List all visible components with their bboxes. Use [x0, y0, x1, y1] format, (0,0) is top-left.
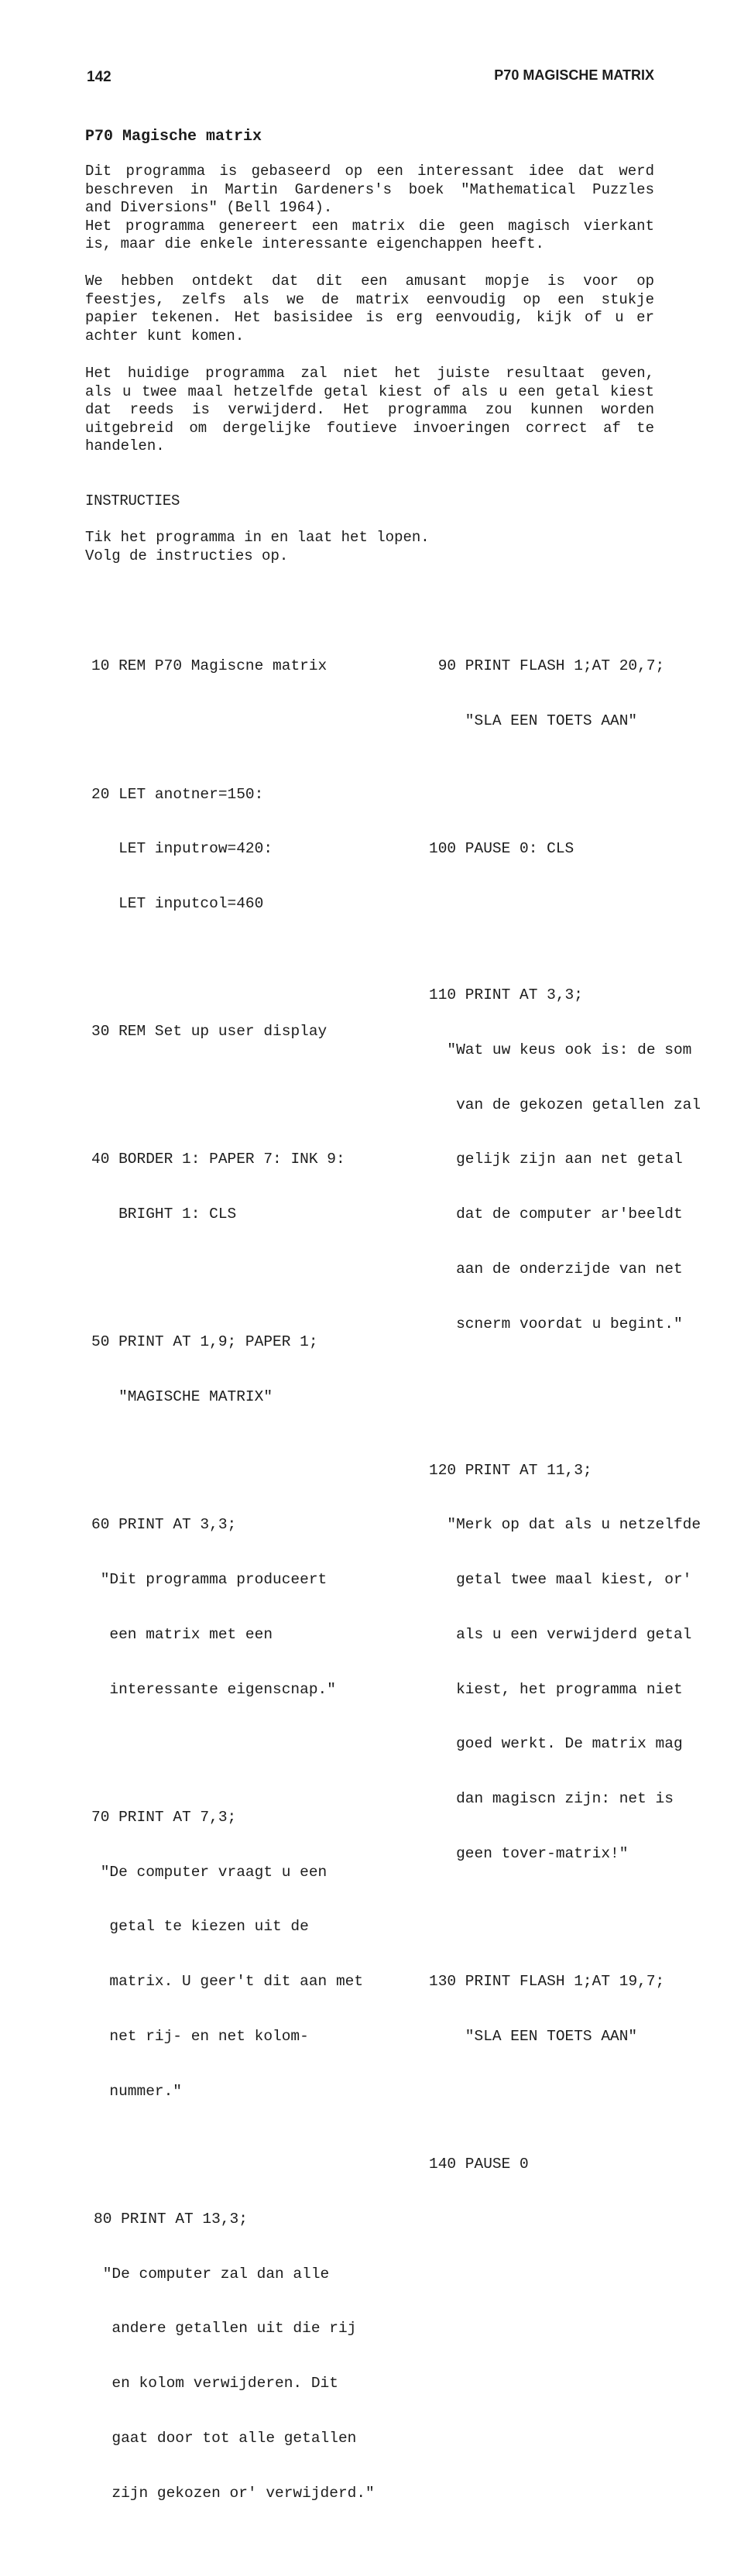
paragraph-intro [85, 163, 654, 254]
text-line: als u twee maal hetzelfde getal kiest of als u een getal kiest [85, 382, 654, 400]
program-statement-40 [91, 1114, 375, 1261]
code-line: "MAGISCHE MATRIX" [118, 1388, 273, 1406]
code-line: "SLA EEN TOETS AAN" [465, 2027, 638, 2045]
code-line: gelijk zijn aan net getal [456, 1151, 683, 1168]
program-listing-left-column [91, 585, 375, 2576]
program-statement-80 [94, 2174, 375, 2540]
text-line: uitgebreid om dergelijke foutieve invoeringen correct af te [85, 419, 654, 437]
code-line: geen tover-matrix!" [456, 1844, 629, 1862]
program-statement-130 [429, 1936, 701, 2083]
text-line: Het programma genereert een matrix die geen magisch vierkant [85, 217, 654, 235]
code-line: 40 BORDER 1: PAPER 7: INK 9: [91, 1151, 345, 1168]
code-line: BRIGHT 1: CLS [118, 1206, 237, 1223]
program-statement-60 [91, 1480, 375, 1735]
text-line: We hebben ontdekt dat dit een amusant mopje is voor op [85, 273, 654, 290]
program-statement-10 [91, 621, 375, 712]
program-statement-30 [91, 986, 375, 1078]
program-statement-100 [429, 804, 701, 895]
code-line: 80 PRINT AT 13,3; [94, 2210, 248, 2228]
program-listing-right-column [429, 585, 701, 2247]
text-line: Volg de instructies op. [85, 547, 289, 564]
text-line: is, maar die enkele interessante eigenchappen heeft. [85, 235, 544, 253]
code-line: nummer." [109, 2082, 183, 2100]
text-line: and Diversions" (Bell 1964). [85, 199, 333, 217]
program-statement-50 [91, 1297, 375, 1443]
text-line: handelen. [85, 437, 165, 455]
code-line: 130 PRINT FLASH 1;AT 19,7; [429, 1973, 665, 1991]
paragraph-limitations [85, 365, 654, 456]
program-statement-120 [429, 1425, 701, 1899]
code-line: "Dit programma produceert [100, 1571, 327, 1589]
instructions-heading: INSTRUCTIES [85, 492, 180, 509]
code-line: "Wat uw keus ook is: de som [447, 1041, 692, 1058]
code-line: net rij- en net kolom- [109, 2027, 309, 2045]
running-title: P70 MAGISCHE MATRIX [494, 67, 654, 83]
code-line: 90 PRINT FLASH 1;AT 20,7; [437, 657, 665, 675]
code-line: "De computer vraagt u een [100, 1863, 327, 1881]
instructions-text [85, 529, 654, 565]
code-line: zijn gekozen or' verwijderd." [111, 2484, 375, 2502]
page-number: 142 [87, 69, 111, 85]
text-line: beschreven in Martin Gardeners's boek "Mathematical Puzzles [85, 180, 654, 198]
code-line: getal te kiezen uit de [109, 1918, 309, 1936]
program-statement-140 [429, 2119, 701, 2211]
code-line: gaat door tot alle getallen [111, 2429, 357, 2447]
text-line: achter kunt komen. [85, 327, 245, 345]
text-line: dat reeds is verwijderd. Het programma zou kunnen worden [85, 401, 654, 419]
code-line: van de gekozen getallen zal [456, 1096, 701, 1113]
code-line: 120 PRINT AT 11,3; [429, 1461, 592, 1479]
code-line: goed werkt. De matrix mag [456, 1735, 683, 1753]
text-line: Het huidige programma zal niet het juiste resultaat geven, [85, 365, 654, 382]
code-line: aan de onderzijde van net [456, 1260, 683, 1278]
code-line: 110 PRINT AT 3,3; [429, 986, 583, 1004]
code-line: getal twee maal kiest, or' [456, 1571, 692, 1589]
code-line: 10 REM P70 Magiscne matrix [91, 657, 327, 675]
code-line: 100 PAUSE 0: CLS [429, 840, 574, 858]
program-title: P70 Magische matrix [85, 128, 262, 146]
program-statement-110 [429, 950, 701, 1370]
code-line: en kolom verwijderen. Dit [111, 2375, 338, 2392]
code-line: matrix. U geer't dit aan met [109, 1973, 364, 1991]
program-statement-70 [91, 1772, 375, 2138]
code-line: "SLA EEN TOETS AAN" [465, 712, 638, 730]
code-line: "De computer zal dan alle [102, 2265, 330, 2283]
code-line: LET inputrow=420: [118, 840, 273, 858]
text-line: Tik het programma in en laat het lopen. [85, 529, 430, 546]
code-line: een matrix met een [109, 1625, 273, 1643]
text-line: Dit programma is gebaseerd op een interessant idee dat werd [85, 163, 654, 180]
text-line: papier tekenen. Het basisidee is erg eenvoudig, kijk of u er [85, 309, 654, 327]
code-line: interessante eigenscnap." [109, 1680, 336, 1698]
code-line: 60 PRINT AT 3,3; [91, 1516, 237, 1534]
code-line: 140 PAUSE 0 [429, 2156, 529, 2173]
code-line: LET inputcol=460 [118, 895, 264, 913]
code-line: 70 PRINT AT 7,3; [91, 1808, 237, 1826]
paragraph-party-trick [85, 273, 654, 345]
code-line: dan magiscn zijn: net is [456, 1790, 674, 1808]
program-statement-90 [429, 621, 701, 767]
code-line: scnerm voordat u begint." [456, 1315, 683, 1333]
code-line: andere getallen uit die rij [111, 2320, 357, 2338]
code-line: 50 PRINT AT 1,9; PAPER 1; [91, 1333, 318, 1351]
code-line: kiest, het programma niet [456, 1680, 683, 1698]
text-line: feestjes, zelfs als we de matrix eenvoudig op een stukje [85, 290, 654, 308]
program-statement-20 [91, 749, 375, 950]
code-line: 30 REM Set up user display [91, 1023, 327, 1041]
code-line: dat de computer ar'beeldt [456, 1206, 683, 1223]
code-line: "Merk op dat als u netzelfde [447, 1516, 701, 1534]
code-line: als u een verwijderd getal [456, 1625, 692, 1643]
code-line: 20 LET anotner=150: [91, 785, 264, 803]
